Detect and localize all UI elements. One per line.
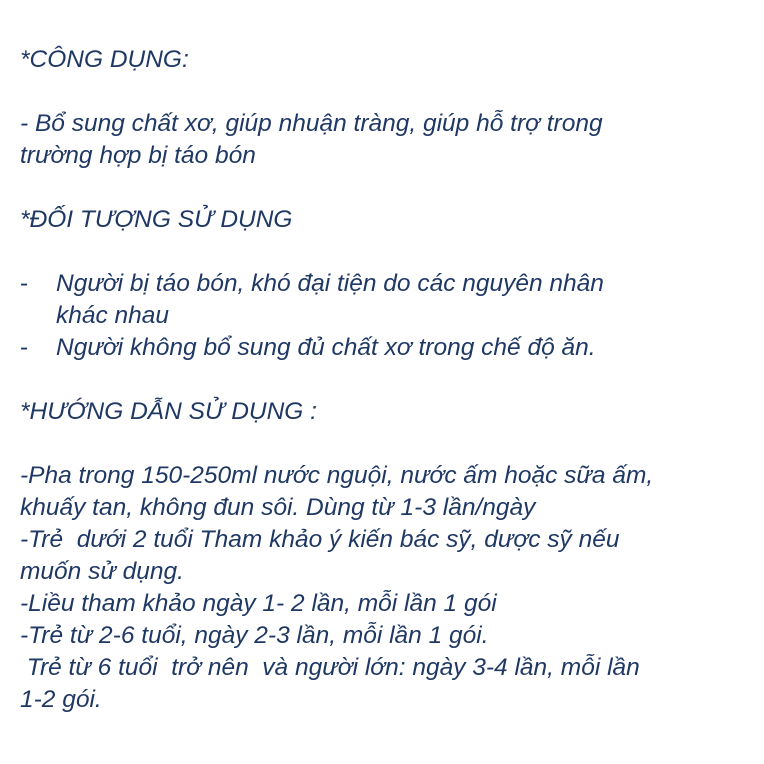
instruction-line: -Trẻ dưới 2 tuổi Tham khảo ý kiến bác sỹ, dược sỹ nếu	[20, 526, 620, 553]
spacer	[20, 76, 746, 108]
instruction-line: muốn sử dụng.	[20, 558, 184, 585]
bullet-text-line-1: Người không bổ sung đủ chất xơ trong chế độ ăn.	[56, 334, 596, 361]
instruction-line: 1-2 gói.	[20, 686, 102, 713]
instruction-line: Trẻ từ 6 tuổi trở nên và người lớn: ngày 3-4 lần, mỗi lần	[20, 654, 640, 681]
instruction-line: -Pha trong 150-250ml nước nguội, nước ấm hoặc sữa ấm,	[20, 462, 654, 489]
spacer	[20, 236, 746, 268]
instruction-line: -Trẻ từ 2-6 tuổi, ngày 2-3 lần, mỗi lần 1 gói.	[20, 622, 489, 649]
bullet-text	[56, 332, 596, 364]
spacer	[20, 428, 746, 460]
spacer	[20, 172, 746, 204]
uses-text-line-1: - Bổ sung chất xơ, giúp nhuận tràng, giúp hỗ trợ trong	[20, 110, 603, 137]
spacer	[20, 364, 746, 396]
bullet-text-line-1: Người bị táo bón, khó đại tiện do các nguyên nhân	[56, 270, 604, 297]
bullet-dash: -	[20, 270, 29, 297]
list-item	[20, 332, 746, 364]
section-heading-target-users: *ĐỐI TƯỢNG SỬ DỤNG	[20, 206, 293, 233]
bullet-dash: -	[20, 334, 29, 361]
bullet-text	[56, 268, 604, 332]
section-heading-instructions: *HƯỚNG DẪN SỬ DỤNG :	[20, 398, 317, 425]
uses-text-line-2: trường hợp bị táo bón	[20, 142, 256, 169]
list-item	[20, 268, 746, 332]
bullet-text-line-2: khác nhau	[56, 302, 170, 329]
instruction-line: -Liều tham khảo ngày 1- 2 lần, mỗi lần 1 gói	[20, 590, 497, 617]
section-heading-uses: *CÔNG DỤNG:	[20, 46, 189, 73]
instruction-line: khuấy tan, không đun sôi. Dùng từ 1-3 lần/ngày	[20, 494, 536, 521]
